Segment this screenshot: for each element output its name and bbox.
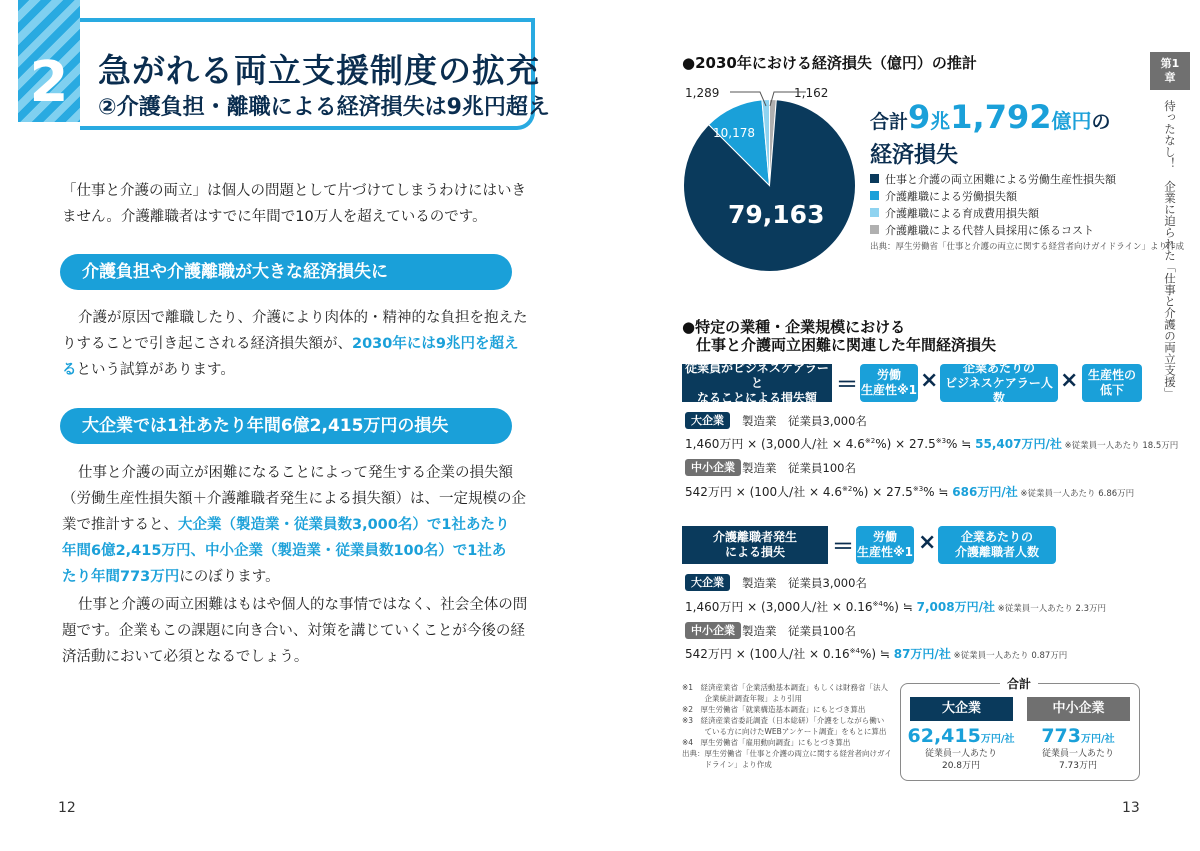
summary-large-head: 大企業 <box>910 697 1013 721</box>
para3-line-1: 仕事と介護の両立困難はもはや個人的な事情ではなく、社会全体の問 <box>78 597 528 613</box>
para1-line-3: るという試算があります。 <box>62 362 235 378</box>
pie-label-1289: 1,289 <box>685 86 720 100</box>
summary-small-value: 773万円/社 <box>1041 725 1115 747</box>
formula2-productivity: 労働 生産性※1 <box>856 526 914 564</box>
summary-large-value: 62,415万円/社 <box>907 725 1015 747</box>
legend-swatch <box>870 225 879 234</box>
para2-line-1: 仕事と介護の両立が困難になることによって発生する企業の損失額 <box>78 465 513 481</box>
formula2-lhs: 介護離職者発生 による損失 <box>682 526 828 564</box>
f1-small-condition: 製造業 従業員100名 <box>742 461 856 475</box>
section2-title-1: ●特定の業種・企業規模における <box>682 318 906 336</box>
summary-large-note: 従業員一人あたり 20.8万円 <box>924 749 997 771</box>
pie-legend <box>870 170 1116 238</box>
f2-large-condition: 製造業 従業員3,000名 <box>742 576 867 590</box>
formula1-equals: ＝ <box>836 373 859 398</box>
para2-line-2: （労働生産性損失額＋介護離職者発生による損失額）は、一定規模の企 <box>62 491 526 507</box>
f2-small-condition: 製造業 従業員100名 <box>742 624 856 638</box>
f1-small-badge: 中小企業 <box>685 459 741 476</box>
legend-item-2: 介護離職による労働損失額 <box>870 187 1116 204</box>
f2-large-badge: 大企業 <box>685 574 730 591</box>
total-loss-headline-2: 経済損失 <box>870 143 959 168</box>
legend-swatch <box>870 208 879 217</box>
f1-large-condition: 製造業 従業員3,000名 <box>742 414 867 428</box>
total-loss-headline: 合計9兆1,792億円の <box>870 98 1111 136</box>
intro-line-2: ません。介護離職者はすでに年間で10万人を超えているのです。 <box>62 209 487 225</box>
page-title: 急がれる両立支援制度の拡充 <box>98 51 540 90</box>
pie-source: 出典：厚生労働省「仕事と介護の両立に関する経営者向けガイドライン」より作成 <box>870 242 1184 252</box>
summary-title: 合計 <box>1000 675 1038 692</box>
page-number-right: 13 <box>1122 800 1140 816</box>
heading-large-company-loss: 大企業では1社あたり年間6億2,415万円の損失 <box>60 408 512 444</box>
legend-item-4: 介護離職による代替人員採用に係るコスト <box>870 221 1116 238</box>
para1-line-2: りすることで引き起こされる経済損失額が、2030年には9兆円を超え <box>62 336 519 352</box>
formula1-caregivers: 企業あたりの ビジネスケアラー人数 <box>940 364 1058 402</box>
pie-chart-svg <box>682 98 857 273</box>
right-page <box>600 0 1200 851</box>
formula1-productivity-drop: 生産性の 低下 <box>1082 364 1142 402</box>
legend-swatch <box>870 174 879 183</box>
para2-line-5: たり年間773万円にのぼります。 <box>62 569 280 585</box>
f1-large-badge: 大企業 <box>685 412 730 429</box>
summary-small-note: 従業員一人あたり 7.73万円 <box>1041 749 1114 771</box>
para2-line-3: 業で推計すると、大企業（製造業・従業員数3,000名）で1社あたり <box>62 517 510 533</box>
footnotes: ※1 経済産業省「企業活動基本調査」もしくは財務省「法人 企業統計調査年報」より引用 ※2 厚生労働省「就業構造基本調査」にもとづき算出 ※3 経済産業省委託調査（日本総研）「介護をしながら働い ている方に向けたWEBアンケート調査」をもとに算出 ※4 厚生労働省「雇用動向調査」にもとづき算出 出典：厚生労働省「仕事と介護の両立に関する経営者向けガイ ドライン」より作成 <box>682 683 892 769</box>
intro-line-1: 「仕事と介護の両立」は個人の問題として片づけてしまうわけにはいき <box>62 183 526 199</box>
para2-line-4: 年間6億2,415万円、中小企業（製造業・従業員数100名）で1社あ <box>62 543 507 559</box>
legend-item-1: 仕事と介護の両立困難による労働生産性損失額 <box>870 170 1116 187</box>
page-subtitle: ②介護負担・離職による経済損失は9兆円超え <box>98 95 550 120</box>
para1-line-1: 介護が原因で離職したり、介護により肉体的・精神的な負担を抱えた <box>78 310 528 326</box>
chapter-tab: 第1 章 <box>1150 52 1190 90</box>
f2-small-badge: 中小企業 <box>685 622 741 639</box>
legend-item-3: 介護離職による育成費用損失額 <box>870 204 1116 221</box>
pie-chart-title: ●2030年における経済損失（億円）の推計 <box>682 54 977 72</box>
pie-leader-lines <box>728 88 808 110</box>
formula1-productivity: 労働 生産性※1 <box>860 364 918 402</box>
chapter-side-title: 待ったなし！ 企業に迫られた「仕事と介護の両立支援」 <box>1163 100 1177 399</box>
formula2-resignees: 企業あたりの 介護離職者人数 <box>938 526 1056 564</box>
pie-label-1162: 1,162 <box>794 86 829 100</box>
f1-small-calculation: 542万円 × (100人/社 × $4.6^{※2}\%) \times 27.5^{※3}\%$ ≒ 686万円/社 ※従業員一人あたり 6.86万円 <box>685 485 1135 499</box>
formula2-equals: ＝ <box>832 535 855 560</box>
formula1-lhs: 従業員がビジネスケアラーと なることによる損失額 <box>682 364 832 402</box>
formula1-times-1: × <box>920 368 939 393</box>
summary-small-head: 中小企業 <box>1027 697 1130 721</box>
heading-economic-loss: 介護負担や介護離職が大きな経済損失に <box>60 254 512 290</box>
legend-swatch <box>870 191 879 200</box>
section-number: 2 <box>29 50 69 115</box>
section2-title-2: 仕事と介護両立困難に関連した年間経済損失 <box>696 336 997 354</box>
f2-small-calculation: 542万円 × (100人/社 × $0.16^{※4}\%$) ≒ 87万円/社 ※従業員一人あたり 0.87万円 <box>685 647 1068 661</box>
f1-large-calculation: 1,460万円 × (3,000人/社 × $4.6^{※2}\%) \times 27.5^{※3}\%$ ≒ 55,407万円/社 ※従業員一人あたり 18.5万円 <box>685 437 1179 451</box>
para3-line-3: 済活動において必須となるでしょう。 <box>62 649 309 665</box>
para3-line-2: 題です。企業もこの課題に向き合い、対策を講じていくことが今後の経 <box>62 623 525 639</box>
formula2-times: × <box>918 530 937 555</box>
pie-label-10178: 10,178 <box>713 126 755 140</box>
pie-chart <box>682 98 857 277</box>
page-number-left: 12 <box>58 800 76 816</box>
f2-large-calculation: 1,460万円 × (3,000人/社 × $0.16^{※4}\%$) ≒ 7,008万円/社 ※従業員一人あたり 2.3万円 <box>685 600 1107 614</box>
formula1-times-2: × <box>1060 368 1079 393</box>
pie-label-79163: 79,163 <box>728 200 825 229</box>
